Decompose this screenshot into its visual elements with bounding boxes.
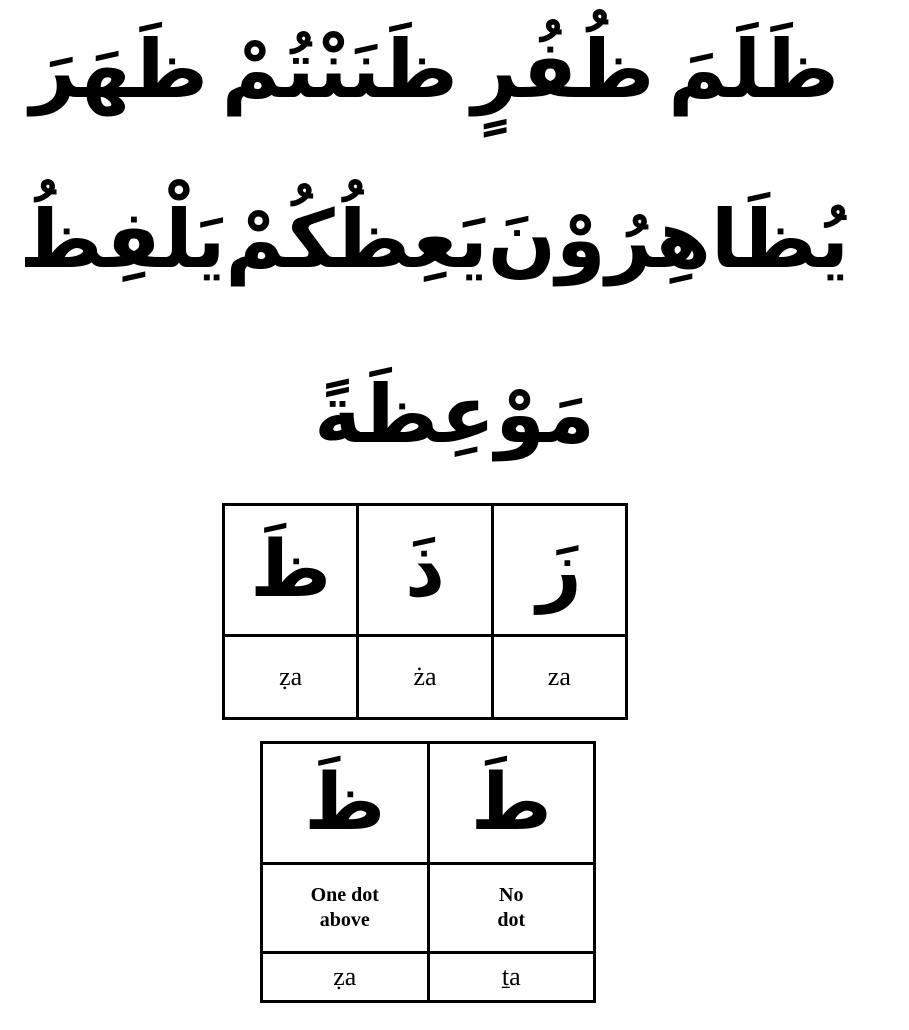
letter-zay: زَ — [536, 525, 582, 615]
table-row — [262, 743, 595, 864]
table-row — [262, 864, 595, 953]
description-cell — [428, 864, 595, 953]
letter-cell — [262, 743, 429, 864]
letter-dhal: ذَ — [404, 525, 445, 615]
transliteration-cell: za — [492, 636, 626, 719]
word-zufur: ظُفُرٍ — [471, 23, 655, 116]
word-line-2 — [0, 193, 909, 286]
description-line: No — [499, 884, 524, 906]
word-zalama: ظَلَمَ — [668, 23, 839, 116]
word-zahara: ظَهَرَ — [30, 23, 208, 116]
letter-za-emphatic: ظَ — [250, 525, 332, 615]
word-yuzahiruna: يُظَاهِرُوْنَ — [487, 193, 849, 286]
description-cell — [262, 864, 429, 953]
description-line: One dot — [310, 884, 379, 906]
transliteration-cell: ẓa — [262, 953, 429, 1002]
letter-ta-emphatic: طَ — [470, 758, 552, 848]
word-mawizatan: مَوْعِظَةً — [314, 368, 595, 461]
description-line: dot — [497, 909, 526, 931]
word-line-1 — [0, 23, 909, 116]
transliteration-cell: ża — [358, 636, 492, 719]
word-zanantum: ظَنَنْتُمْ — [221, 23, 458, 116]
word-yalfizu: يَلْفِظُ — [19, 193, 226, 286]
letter-cell — [428, 743, 595, 864]
table-row — [224, 636, 627, 719]
letter-cell — [224, 505, 358, 636]
table-row — [262, 953, 595, 1002]
table-row — [224, 505, 627, 636]
dot-comparison-table — [260, 741, 596, 1003]
letter-za-emphatic: ظَ — [304, 758, 386, 848]
transliteration-cell: ṯa — [428, 953, 595, 1002]
letter-comparison-table — [222, 503, 628, 720]
description-line: above — [319, 909, 370, 931]
letter-cell — [358, 505, 492, 636]
letter-cell — [492, 505, 626, 636]
transliteration-cell: ẓa — [224, 636, 358, 719]
word-yaizukum: يَعِظُكُمْ — [225, 193, 488, 286]
word-line-3 — [0, 368, 909, 461]
